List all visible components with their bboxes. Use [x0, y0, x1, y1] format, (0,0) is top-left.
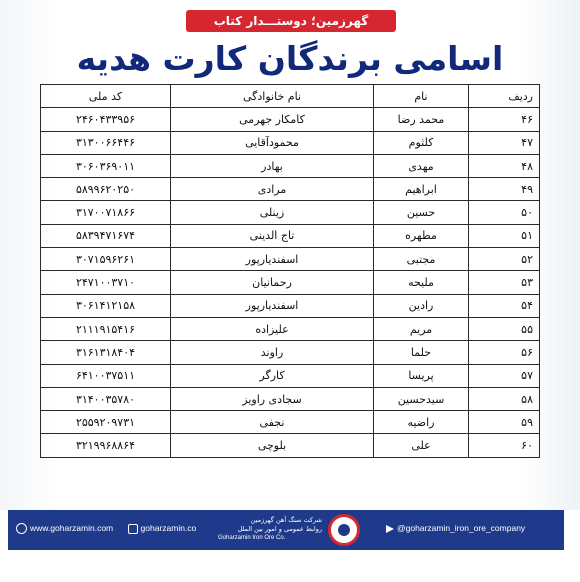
cell-row-number: ۴۹ — [469, 178, 540, 201]
telegram-link[interactable]: @goharzamin_iron_ore_company — [386, 523, 525, 533]
table-row — [41, 178, 540, 201]
header-national-id: کد ملی — [41, 85, 171, 108]
cell-last-name: سجادی راویز — [171, 387, 374, 410]
cell-row-number: ۵۵ — [469, 317, 540, 340]
header-row-number: ردیف — [469, 85, 540, 108]
table-row — [41, 224, 540, 247]
cell-row-number: ۴۶ — [469, 108, 540, 131]
cell-last-name: بلوچی — [171, 434, 374, 457]
cell-first-name: راضیه — [374, 411, 469, 434]
cell-national-id: ۳۰۶۰۳۶۹۰۱۱ — [41, 154, 171, 177]
table-row — [41, 248, 540, 271]
telegram-icon — [386, 525, 394, 533]
header-first-name: نام — [374, 85, 469, 108]
cell-first-name: حلما — [374, 341, 469, 364]
page-title: اسامی برندگان کارت هدیه — [76, 39, 504, 78]
cell-last-name: اسفندیارپور — [171, 294, 374, 317]
cell-row-number: ۵۹ — [469, 411, 540, 434]
cell-row-number: ۵۰ — [469, 201, 540, 224]
footer-band — [8, 510, 564, 550]
table-row — [41, 271, 540, 294]
cell-first-name: محمد رضا — [374, 108, 469, 131]
cell-last-name: مرادی — [171, 178, 374, 201]
instagram-link[interactable]: goharzamin.co — [128, 523, 203, 533]
footer — [0, 510, 580, 582]
cell-national-id: ۳۰۶۱۴۱۲۱۵۸ — [41, 294, 171, 317]
table-row — [41, 294, 540, 317]
footer-contacts-left — [16, 523, 208, 534]
cell-last-name: راوند — [171, 341, 374, 364]
table-body — [41, 108, 540, 457]
cell-national-id: ۶۴۱۰۰۳۷۵۱۱ — [41, 364, 171, 387]
table-row — [41, 108, 540, 131]
cell-row-number: ۵۶ — [469, 341, 540, 364]
cell-first-name: ملیحه — [374, 271, 469, 294]
cell-last-name: محمودآقایی — [171, 131, 374, 154]
table-row — [41, 201, 540, 224]
cell-national-id: ۵۸۹۹۶۲۰۲۵۰ — [41, 178, 171, 201]
company-name-fa: شرکت سنگ آهن گهرزمین — [250, 516, 322, 524]
cell-row-number: ۴۷ — [469, 131, 540, 154]
cell-first-name: مجتبی — [374, 248, 469, 271]
cell-last-name: بهادر — [171, 154, 374, 177]
company-name-block — [218, 516, 322, 543]
cell-row-number: ۵۲ — [469, 248, 540, 271]
instagram-icon — [128, 524, 138, 534]
cell-row-number: ۵۳ — [469, 271, 540, 294]
globe-icon — [16, 523, 27, 534]
cell-national-id: ۲۴۷۱۰۰۳۷۱۰ — [41, 271, 171, 294]
winners-table — [40, 84, 540, 458]
cell-row-number: ۵۷ — [469, 364, 540, 387]
cell-national-id: ۳۰۷۱۵۹۶۲۶۱ — [41, 248, 171, 271]
cell-national-id: ۵۸۳۹۴۷۱۶۷۴ — [41, 224, 171, 247]
cell-national-id: ۳۱۴۰۰۳۵۷۸۰ — [41, 387, 171, 410]
cell-row-number: ۵۴ — [469, 294, 540, 317]
table-row — [41, 387, 540, 410]
cell-row-number: ۵۸ — [469, 387, 540, 410]
cell-last-name: تاج الدینی — [171, 224, 374, 247]
table-row — [41, 434, 540, 457]
table-row — [41, 364, 540, 387]
cell-last-name: کارگر — [171, 364, 374, 387]
cell-first-name: ابراهیم — [374, 178, 469, 201]
cell-last-name: کامکار جهرمی — [171, 108, 374, 131]
cell-first-name: سیدحسین — [374, 387, 469, 410]
cell-last-name: علیزاده — [171, 317, 374, 340]
cell-national-id: ۲۵۵۹۲۰۹۷۳۱ — [41, 411, 171, 434]
company-name-en: Goharzamin Iron Ore Co. — [218, 535, 286, 541]
cell-last-name: اسفندیارپور — [171, 248, 374, 271]
cell-first-name: مهدی — [374, 154, 469, 177]
cell-national-id: ۳۱۳۰۰۶۶۴۴۶ — [41, 131, 171, 154]
cell-national-id: ۲۴۶۰۴۳۳۹۵۶ — [41, 108, 171, 131]
cell-first-name: علی — [374, 434, 469, 457]
header-last-name: نام خانوادگی — [171, 85, 374, 108]
cell-last-name: نجفی — [171, 411, 374, 434]
cell-last-name: زینلی — [171, 201, 374, 224]
table-row — [41, 341, 540, 364]
cell-first-name: رادین — [374, 294, 469, 317]
cell-national-id: ۳۱۷۰۰۷۱۸۶۶ — [41, 201, 171, 224]
cell-row-number: ۶۰ — [469, 434, 540, 457]
table-row — [41, 317, 540, 340]
cell-first-name: کلثوم — [374, 131, 469, 154]
company-department: روابط عمومی و امور بین الملل — [237, 525, 322, 533]
website-link[interactable]: www.goharzamin.com — [16, 523, 119, 533]
cell-first-name: پریسا — [374, 364, 469, 387]
cell-first-name: مطهره — [374, 224, 469, 247]
table-header-row — [41, 85, 540, 108]
cell-first-name: مریم — [374, 317, 469, 340]
cell-first-name: حسین — [374, 201, 469, 224]
cell-last-name: رحمانیان — [171, 271, 374, 294]
cell-national-id: ۳۱۶۱۳۱۸۴۰۴ — [41, 341, 171, 364]
cell-row-number: ۴۸ — [469, 154, 540, 177]
table-row — [41, 154, 540, 177]
cell-national-id: ۲۱۱۱۹۱۵۴۱۶ — [41, 317, 171, 340]
company-logo — [328, 514, 360, 546]
table-row — [41, 411, 540, 434]
table-row — [41, 131, 540, 154]
cell-row-number: ۵۱ — [469, 224, 540, 247]
cell-national-id: ۳۲۱۹۹۶۸۸۶۴ — [41, 434, 171, 457]
header-tag: گهرزمین؛ دوستـــدار کتاب — [186, 10, 396, 32]
